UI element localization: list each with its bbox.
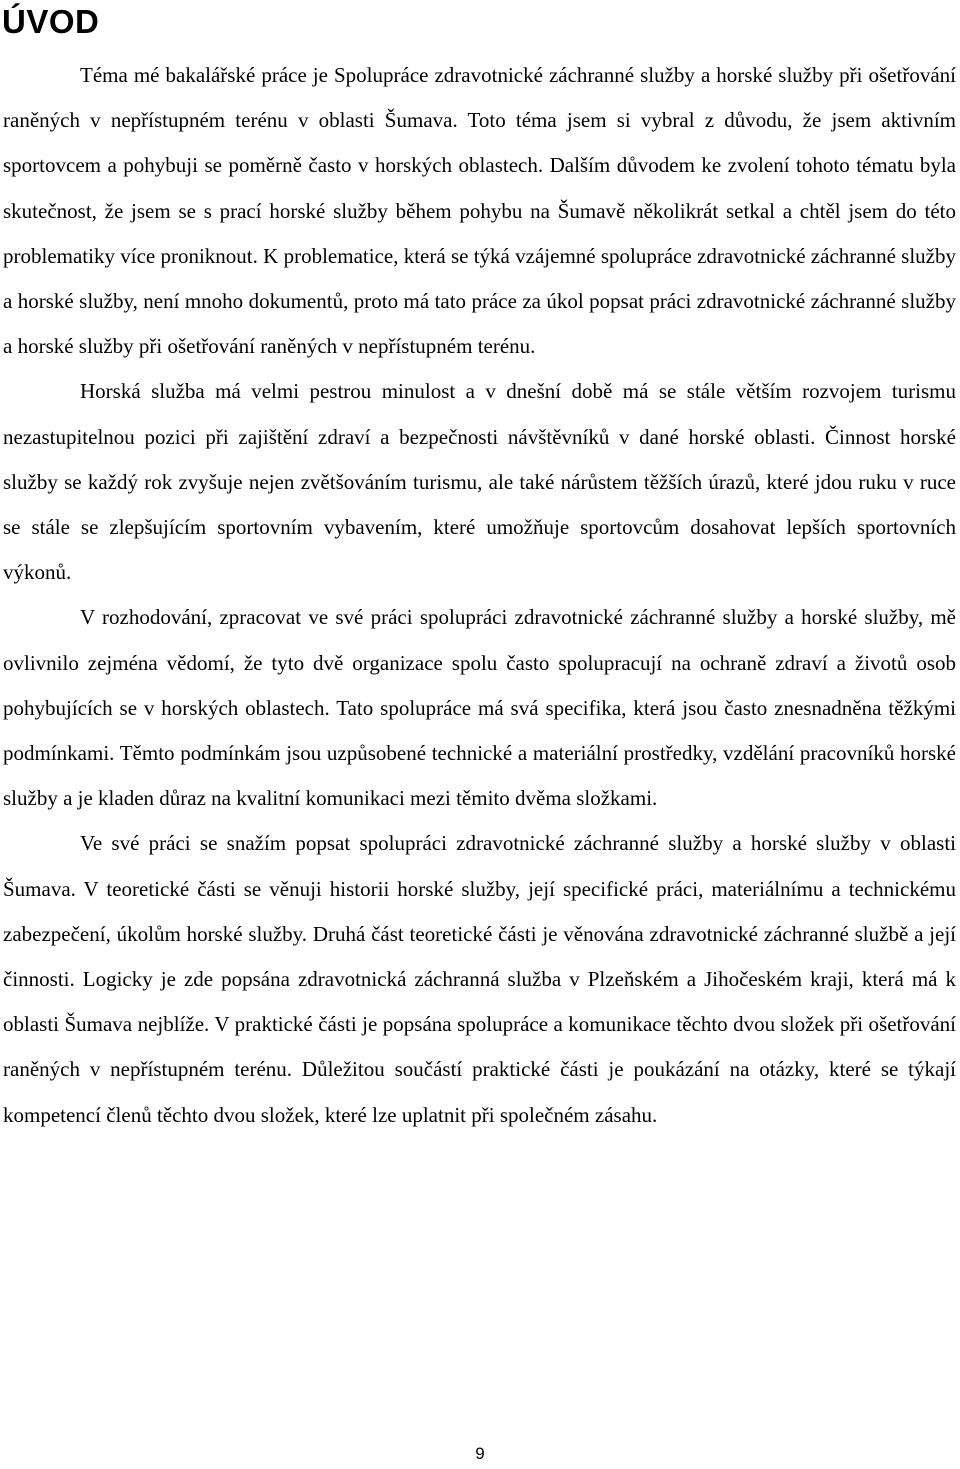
paragraph-3: V rozhodování, zpracovat ve své práci spolupráci zdravotnické záchranné služby a horské služby, mě ovlivnilo zejména vědomí, že tyto dvě organizace spolu často spolupracují na ochraně zdraví a životů osob pohybujících se v horských oblastech. Tato spolupráce má svá specifika, která jsou často znesnadněna těžkými podmínkami. Těmto podmínkám jsou uzpůsobené technické a materiální prostředky, vzdělání pracovníků horské služby a je kladen důraz na kvalitní komunikaci mezi těmito dvěma složkami. (3, 605, 956, 811)
page-number: 9 (475, 1444, 485, 1463)
paragraph-2: Horská služba má velmi pestrou minulost a v dnešní době má se stále větším rozvojem turismu nezastupitelnou pozici při zajištění zdraví a bezpečnosti návštěvníků v dané horské oblasti. Činnost horské služby se každý rok zvyšuje nejen zvětšováním turismu, ale také nárůstem těžších úrazů, které jdou ruku v ruce se stále se zlepšujícím sportovním vybavením, které umožňuje sportovcům dosahovat lepších sportovních výkonů. (3, 379, 956, 585)
body-text (3, 53, 956, 1138)
paragraph-1: Téma mé bakalářské práce je Spolupráce zdravotnické záchranné služby a horské služby při ošetřování raněných v nepřístupném terénu v oblasti Šumava. Toto téma jsem si vybral z důvodu, že jsem aktivním sportovcem a pohybuji se poměrně často v horských oblastech. Dalším důvodem ke zvolení tohoto tématu byla skutečnost, že jsem se s prací horské služby během pohybu na Šumavě několikrát setkal a chtěl jsem do této problematiky více proniknout. K problematice, která se týká vzájemné spolupráce zdravotnické záchranné služby a horské služby, není mnoho dokumentů, proto má tato práce za úkol popsat práci zdravotnické záchranné služby a horské služby při ošetřování raněných v nepřístupném terénu. (3, 63, 956, 359)
paragraph-4: Ve své práci se snažím popsat spolupráci zdravotnické záchranné služby a horské služby v oblasti Šumava. V teoretické části se věnuji historii horské služby, její specifické práci, materiálnímu a technickému zabezpečení, úkolům horské služby. Druhá část teoretické části je věnována zdravotnické záchranné službě a její činnosti. Logicky je zde popsána zdravotnická záchranná služba v Plzeňském a Jihočeském kraji, která má k oblasti Šumava nejblíže. V praktické části je popsána spolupráce a komunikace těchto dvou složek při ošetřování raněných v nepřístupném terénu. Důležitou součástí praktické části je poukázání na otázky, které se týkají kompetencí členů těchto dvou složek, které lze uplatnit při společném zásahu. (3, 831, 956, 1127)
chapter-heading: ÚVOD (2, 3, 100, 40)
